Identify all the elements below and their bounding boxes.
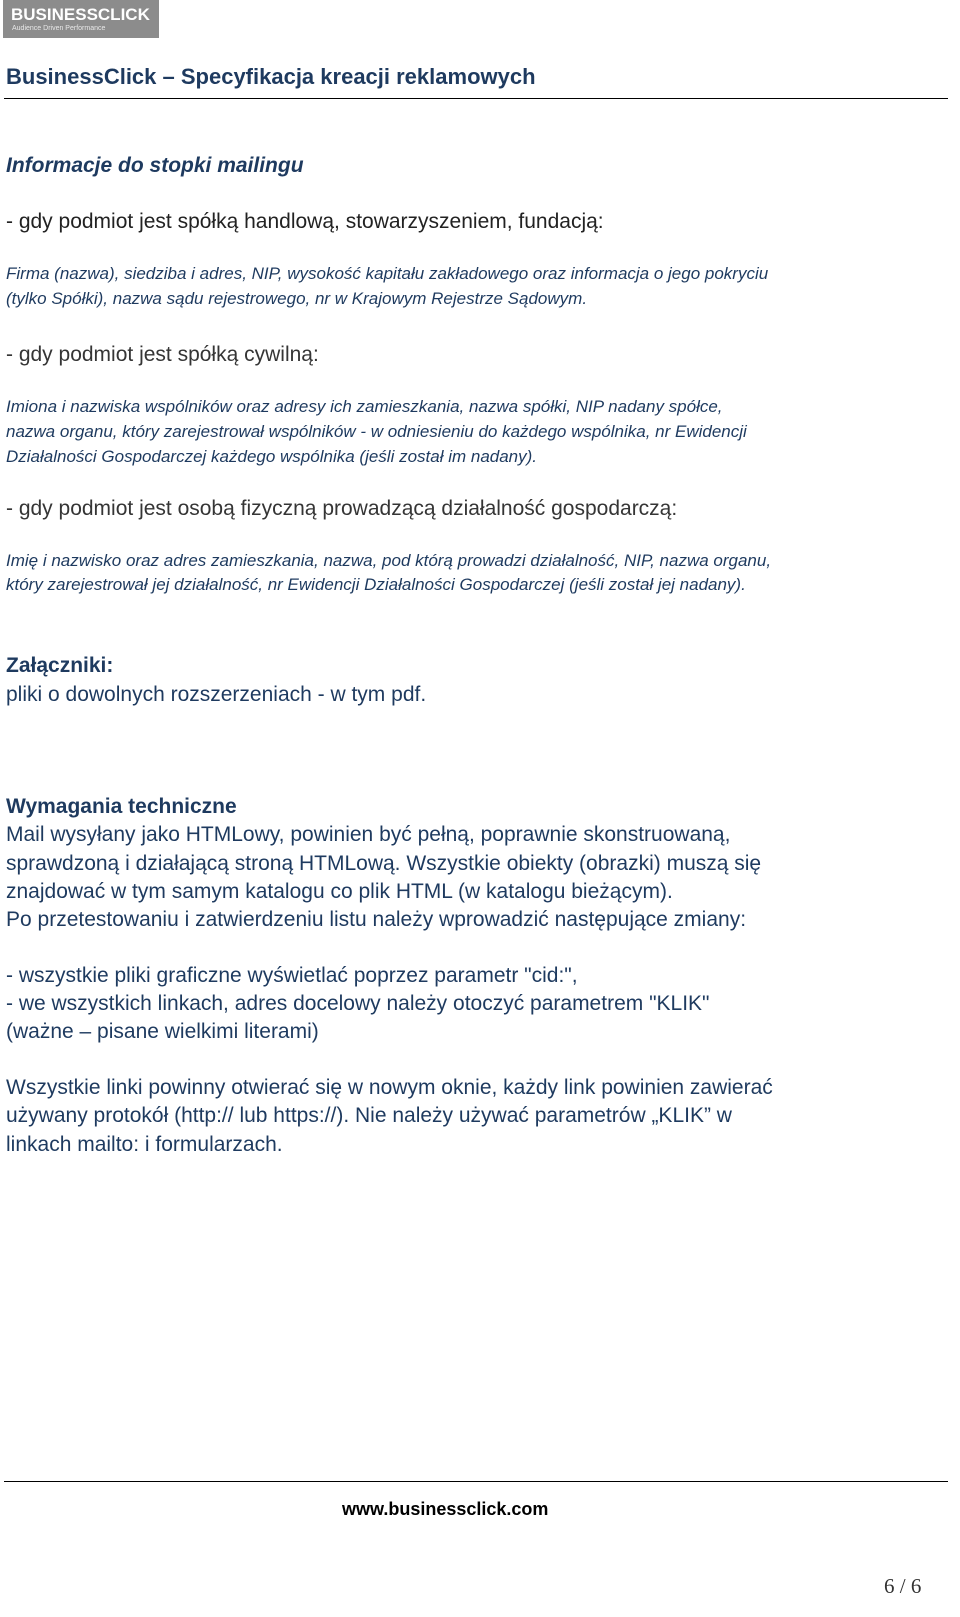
logo-name: BUSINESSCLICK [11, 5, 150, 24]
footer-website-link[interactable]: www.businessclick.com [342, 1499, 549, 1519]
case2-line: Działalności Gospodarczej każdego wspólnika (jeśli został im nadany). [6, 447, 538, 466]
logo-tagline: Audience Driven Performance [12, 25, 106, 32]
page-number: 6 / 6 [884, 1574, 922, 1598]
case3-line: Imię i nazwisko oraz adres zamieszkania, nazwa, pod którą prowadzi działalność, NIP, nazwa organu, [6, 551, 772, 570]
case1-line: (tylko Spółki), nazwa sądu rejestrowego, nr w Krajowym Rejestrze Sądowym. [6, 289, 588, 308]
footer-divider [4, 1481, 948, 1482]
tech-line: Po przetestowaniu i zatwierdzeniu listu należy wprowadzić następujące zmiany: [6, 908, 747, 931]
tech-line: używany protokół (http:// lub https://). Nie należy używać parametrów „KLIK” w [6, 1104, 732, 1127]
tech-line: sprawdzoną i działającą stroną HTMLową. Wszystkie obiekty (obrazki) muszą się [6, 852, 762, 875]
attachments-text: pliki o dowolnych rozszerzeniach - w tym pdf. [6, 683, 427, 706]
tech-line: (ważne – pisane wielkimi literami) [6, 1020, 319, 1043]
tech-requirements-heading: Wymagania techniczne [6, 795, 237, 818]
case2-line: nazwa organu, który zarejestrował wspólników - w odniesieniu do każdego wspólnika, nr Ewidencji [6, 422, 747, 441]
case2-line: Imiona i nazwiska wspólników oraz adresy ich zamieszkania, nazwa spółki, NIP nadany spółce, [6, 397, 723, 416]
attachments-heading: Załączniki: [6, 654, 114, 677]
businessclick-logo [3, 0, 159, 38]
tech-line: - wszystkie pliki graficzne wyświetlać poprzez parametr "cid:", [6, 964, 578, 987]
tech-line: Mail wysyłany jako HTMLowy, powinien być pełną, poprawnie skonstruowaną, [6, 823, 731, 846]
tech-line: Wszystkie linki powinny otwierać się w nowym oknie, każdy link powinien zawierać [6, 1076, 773, 1099]
case3-lead: - gdy podmiot jest osobą fizyczną prowadzącą działalność gospodarczą: [6, 497, 678, 520]
document-title: BusinessClick – Specyfikacja kreacji reklamowych [6, 64, 536, 89]
case3-line: który zarejestrował jej działalność, nr Ewidencji Działalności Gospodarczej (jeśli został jej nadany). [6, 575, 746, 594]
tech-line: znajdować w tym samym katalogu co plik HTML (w katalogu bieżącym). [6, 880, 673, 903]
header-divider [4, 98, 948, 99]
case1-line: Firma (nazwa), siedziba i adres, NIP, wysokość kapitału zakładowego oraz informacja o jego pokryciu [6, 264, 769, 283]
case2-lead: - gdy podmiot jest spółką cywilną: [6, 343, 319, 366]
tech-line: linkach mailto: i formularzach. [6, 1133, 283, 1156]
tech-line: - we wszystkich linkach, adres docelowy należy otoczyć parametrem "KLIK" [6, 992, 710, 1015]
case1-lead: - gdy podmiot jest spółką handlową, stowarzyszeniem, fundacją: [6, 210, 604, 233]
footer-info-heading: Informacje do stopki mailingu [6, 154, 304, 177]
